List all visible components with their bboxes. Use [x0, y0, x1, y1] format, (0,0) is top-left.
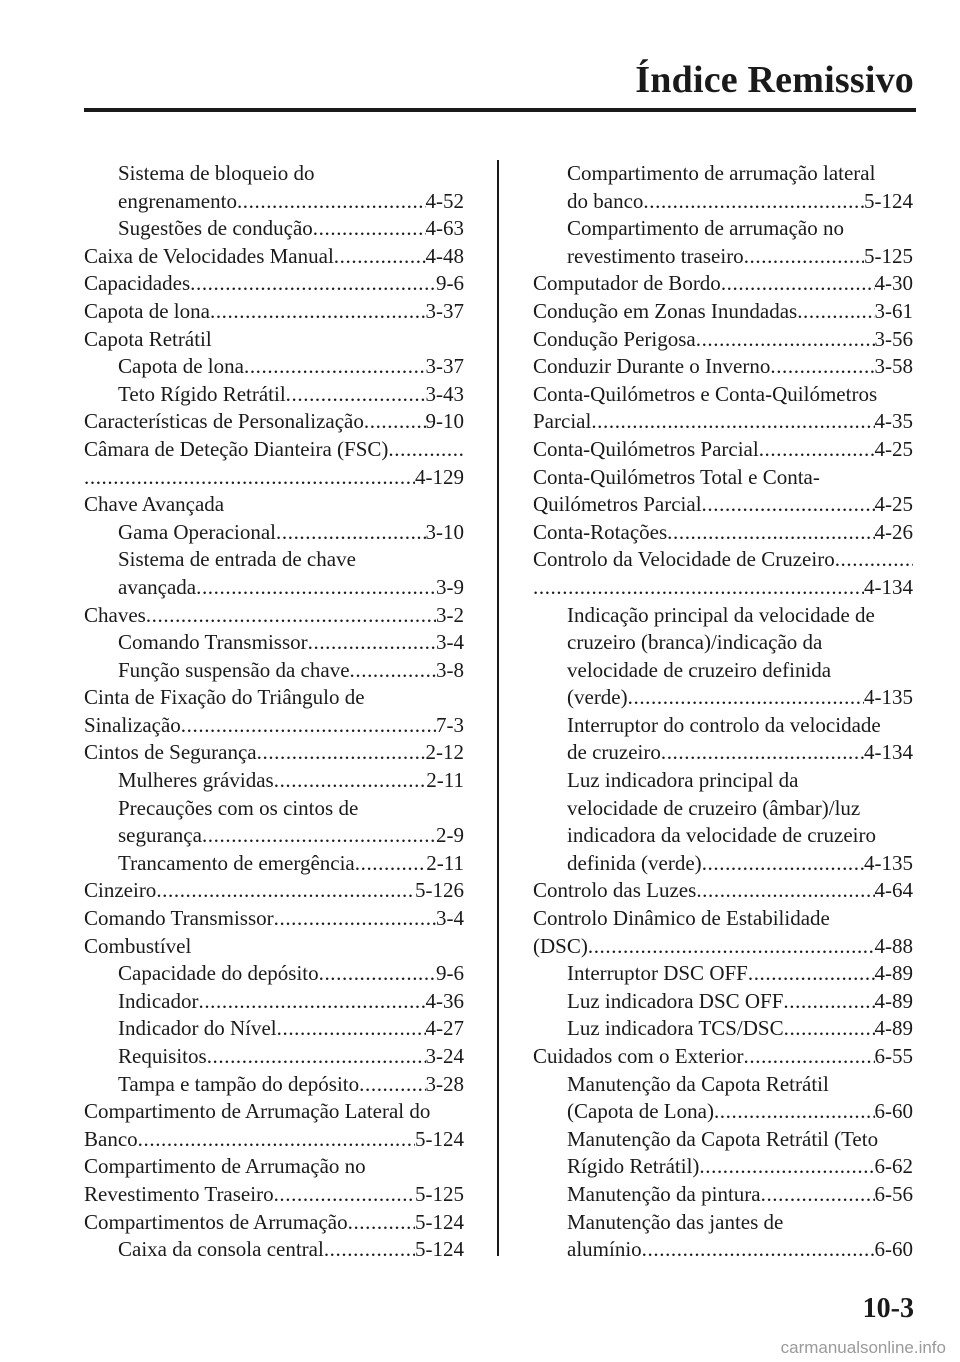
index-subentry — [533, 712, 913, 740]
entry-text: revestimento traseiro — [567, 243, 744, 268]
index-entry — [84, 1209, 464, 1237]
index-entry — [84, 933, 464, 961]
index-subentry — [533, 1015, 913, 1043]
entry-text: Compartimento de Arrumação Lateral do — [84, 1099, 431, 1124]
entry-text: Capacidade do depósito — [118, 961, 319, 986]
page-reference: 3-28 — [425, 1071, 464, 1096]
index-entry — [84, 243, 464, 271]
page-reference: 5-125 — [864, 243, 913, 268]
page-reference: 2-12 — [425, 740, 464, 765]
index-entry — [533, 519, 913, 547]
page-reference: 4-89 — [874, 988, 913, 1013]
page-reference: 4-63 — [425, 216, 464, 241]
page-reference: 5-126 — [415, 878, 464, 903]
entry-text: Compartimento de arrumação no — [567, 216, 844, 241]
dot-leader — [388, 436, 464, 464]
index-entry — [533, 574, 913, 602]
page-reference: 3-24 — [425, 1044, 464, 1068]
entry-text: Luz indicadora principal da — [567, 768, 799, 793]
dot-leader — [190, 270, 436, 298]
page-reference: 2-9 — [436, 823, 464, 848]
entry-text: Conta-Quilómetros Parcial — [533, 436, 759, 461]
dot-leader — [643, 188, 864, 216]
index-entry — [84, 408, 464, 436]
index-entry — [533, 933, 913, 961]
entry-text: Função suspensão da chave — [118, 657, 350, 682]
page-title: Índice Remissivo — [635, 59, 914, 101]
page-reference: 4-25 — [874, 492, 913, 517]
entry-text: do banco — [567, 188, 644, 213]
dot-leader — [181, 712, 436, 740]
entry-text: Computador de Bordo — [533, 271, 721, 296]
dot-leader — [313, 215, 426, 243]
dot-leader — [714, 1098, 875, 1126]
entry-text: Luz indicadora DSC OFF — [567, 988, 784, 1013]
index-subentry — [84, 822, 464, 850]
index-entry — [84, 326, 464, 354]
entry-text: Revestimento Traseiro — [84, 1181, 274, 1206]
page-reference: 3-2 — [436, 602, 464, 627]
index-entry — [84, 1153, 464, 1181]
dot-leader — [355, 850, 427, 878]
entry-text: Câmara de Deteção Dianteira (FSC) — [84, 436, 389, 461]
entry-text: Chave Avançada — [84, 492, 225, 517]
page-reference: 3-37 — [425, 298, 464, 323]
index-entry — [84, 602, 464, 630]
entry-text: velocidade de cruzeiro definida — [567, 657, 832, 682]
index-subentry — [84, 795, 464, 823]
page-reference: 5-125 — [415, 1181, 464, 1206]
dot-leader — [257, 739, 426, 767]
page-reference: 9-6 — [436, 961, 464, 986]
entry-text: Interruptor DSC OFF — [567, 961, 748, 986]
index-entry — [84, 1181, 464, 1209]
index-subentry — [84, 988, 464, 1016]
index-entry — [533, 270, 913, 298]
dot-leader — [138, 1126, 415, 1154]
entry-text: Capota de lona — [118, 354, 244, 379]
entry-text: Indicador do Nível — [118, 1016, 277, 1041]
dot-leader — [244, 353, 426, 381]
page-number: 10-3 — [862, 1293, 914, 1324]
dot-leader — [759, 436, 875, 464]
dot-leader — [207, 1043, 426, 1071]
page-reference: 5-124 — [415, 1126, 464, 1151]
index-subentry — [84, 188, 464, 216]
dot-leader — [770, 353, 874, 381]
dot-leader — [277, 1015, 426, 1043]
entry-text: Conta-Quilómetros Total e Conta- — [533, 464, 820, 489]
index-subentry — [84, 767, 464, 795]
entry-text: segurança — [118, 823, 202, 848]
dot-leader — [334, 243, 426, 271]
index-entry — [533, 298, 913, 326]
page-reference: 2-11 — [426, 768, 464, 793]
entry-text: Características de Personalização — [84, 409, 364, 434]
page-reference: 6-60 — [874, 1237, 913, 1262]
dot-leader — [702, 850, 864, 878]
entry-text: Sugestões de condução — [118, 216, 313, 241]
index-entry — [533, 381, 913, 409]
index-subentry — [84, 574, 464, 602]
dot-leader — [696, 326, 875, 354]
index-subentry — [533, 1071, 913, 1099]
dot-leader — [702, 491, 875, 519]
dot-leader — [667, 519, 874, 547]
entry-text: Conta-Quilómetros e Conta-Quilómetros — [533, 381, 878, 406]
index-entry — [84, 464, 464, 492]
entry-text: Precauções com os cintos de — [118, 795, 359, 820]
entry-text: Indicação principal da velocidade de — [567, 602, 875, 627]
page-reference: 5-124 — [415, 1237, 464, 1262]
entry-text: velocidade de cruzeiro (âmbar)/luz — [567, 795, 861, 820]
index-subentry — [533, 1236, 913, 1264]
entry-text: Condução Perigosa — [533, 326, 696, 351]
entry-text: Parcial — [533, 409, 592, 434]
page-reference: 9-6 — [436, 271, 464, 296]
page-reference: 4-30 — [874, 271, 913, 296]
index-subentry — [84, 1071, 464, 1099]
index-subentry — [533, 215, 913, 243]
dot-leader — [196, 574, 436, 602]
index-subentry — [533, 822, 913, 850]
page-reference: 6-56 — [874, 1181, 913, 1206]
entry-text: Banco — [84, 1126, 138, 1151]
index-entry — [533, 436, 913, 464]
entry-text: Comando Transmissor — [84, 906, 274, 931]
page-reference: 4-88 — [874, 933, 913, 958]
page-reference: 4-89 — [874, 961, 913, 986]
dot-leader — [364, 408, 426, 436]
index-subentry — [533, 602, 913, 630]
dot-leader — [324, 1236, 415, 1264]
index-entry — [533, 464, 913, 492]
index-subentry — [533, 767, 913, 795]
entry-text: Capota de lona — [84, 298, 210, 323]
index-entry — [84, 298, 464, 326]
entry-text: definida (verde) — [567, 850, 702, 875]
index-entry — [84, 712, 464, 740]
index-entry — [533, 905, 913, 933]
entry-text: alumínio — [567, 1237, 642, 1262]
page-reference: 3-4 — [436, 906, 464, 931]
dot-leader — [198, 988, 425, 1016]
entry-text: Compartimento de arrumação lateral — [567, 161, 876, 185]
index-subentry — [84, 1043, 464, 1071]
page-reference: 4-89 — [874, 1016, 913, 1041]
entry-text: Caixa da consola central — [118, 1237, 324, 1262]
dot-leader — [274, 767, 427, 795]
dot-leader — [319, 960, 436, 988]
page-reference: 2-11 — [426, 850, 464, 875]
index-entry — [84, 1098, 464, 1126]
index-subentry — [84, 546, 464, 574]
watermark: carmanualsonline.info — [780, 1338, 946, 1357]
dot-leader — [533, 574, 864, 602]
entry-text: Cinzeiro — [84, 878, 157, 903]
page-reference: 3-8 — [436, 657, 464, 682]
entry-text: Sistema de entrada de chave — [118, 547, 356, 572]
entry-text: indicadora da velocidade de cruzeiro — [567, 823, 877, 848]
page-reference: 4-27 — [425, 1016, 464, 1041]
index-entry — [84, 491, 464, 519]
page-reference: 5-124 — [864, 188, 913, 213]
index-subentry — [84, 519, 464, 547]
index-subentry — [533, 795, 913, 823]
index-subentry — [533, 1098, 913, 1126]
entry-text: Indicador — [118, 988, 199, 1013]
dot-leader — [237, 188, 426, 216]
index-entry — [84, 905, 464, 933]
index-subentry — [533, 1153, 913, 1181]
index-entry — [533, 353, 913, 381]
dot-leader — [84, 464, 415, 492]
page-reference: 3-4 — [436, 630, 464, 655]
index-entry — [533, 491, 913, 519]
index-subentry — [533, 988, 913, 1016]
entry-text: Condução em Zonas Inundadas — [533, 298, 798, 323]
index-entry — [533, 877, 913, 905]
index-entry — [533, 326, 913, 354]
page-reference: 4-48 — [425, 243, 464, 268]
entry-text: Capota Retrátil — [84, 326, 212, 351]
entry-text: avançada — [118, 574, 197, 599]
page-reference: 4-25 — [874, 436, 913, 461]
entry-text: (verde) — [567, 685, 628, 710]
page-reference: 4-135 — [864, 850, 913, 875]
index-entry — [533, 546, 913, 574]
entry-text: Caixa de Velocidades Manual — [84, 243, 334, 268]
index-entry — [84, 436, 464, 464]
page-reference: 3-43 — [425, 381, 464, 406]
page-reference: 4-134 — [864, 574, 913, 599]
dot-leader — [744, 243, 864, 271]
page-reference: 6-55 — [874, 1044, 913, 1068]
entry-text: Sinalização — [84, 712, 181, 737]
entry-text: (Capota de Lona) — [567, 1099, 714, 1124]
entry-text: Gama Operacional — [118, 519, 277, 544]
entry-text: de cruzeiro — [567, 740, 661, 765]
page-reference: 7-3 — [436, 712, 464, 737]
entry-text: Cuidados com o Exterior — [533, 1044, 744, 1068]
index-entry — [84, 270, 464, 298]
page-reference: 9-10 — [425, 409, 464, 434]
dot-leader — [348, 1209, 415, 1237]
page-reference: 6-62 — [874, 1154, 913, 1179]
index-entry — [84, 684, 464, 712]
page-reference: 4-129 — [415, 464, 464, 489]
entry-text: cruzeiro (branca)/indicação da — [567, 630, 823, 655]
entry-text: Compartimentos de Arrumação — [84, 1209, 348, 1234]
page-reference: 4-64 — [874, 878, 913, 903]
page-reference: 4-134 — [864, 740, 913, 765]
dot-leader — [210, 298, 426, 326]
dot-leader — [276, 519, 425, 547]
page-reference: 3-37 — [425, 354, 464, 379]
entry-text: Manutenção da Capota Retrátil — [567, 1071, 829, 1096]
entry-text: engrenamento — [118, 188, 237, 213]
entry-text: (DSC) — [533, 933, 588, 958]
index-subentry — [533, 657, 913, 685]
entry-text: Tampa e tampão do depósito — [118, 1071, 360, 1096]
entry-text: Controlo da Velocidade de Cruzeiro — [533, 547, 835, 572]
dot-leader — [146, 602, 436, 630]
index-subentry — [533, 739, 913, 767]
index-subentry — [533, 850, 913, 878]
entry-text: Teto Rígido Retrátil — [118, 381, 286, 406]
dot-leader — [359, 1071, 425, 1099]
entry-text: Rígido Retrátil) — [567, 1154, 700, 1179]
entry-text: Quilómetros Parcial — [533, 492, 702, 517]
entry-text: Comando Transmissor — [118, 630, 308, 655]
entry-text: Compartimento de Arrumação no — [84, 1154, 366, 1179]
index-subentry — [533, 188, 913, 216]
page-reference: 3-10 — [425, 519, 464, 544]
index-subentry — [533, 160, 913, 188]
entry-text: Combustível — [84, 933, 192, 958]
entry-text: Manutenção da pintura — [567, 1181, 761, 1206]
page-reference: 3-56 — [874, 326, 913, 351]
dot-leader — [721, 270, 875, 298]
dot-leader — [835, 546, 913, 574]
index-entry — [84, 739, 464, 767]
index-subentry — [533, 243, 913, 271]
dot-leader — [784, 1015, 875, 1043]
dot-leader — [699, 1153, 874, 1181]
entry-text: Cintos de Segurança — [84, 740, 257, 765]
index-subentry — [533, 629, 913, 657]
entry-text: Interruptor do controlo da velocidade — [567, 712, 881, 737]
index-subentry — [533, 1126, 913, 1154]
dot-leader — [308, 629, 436, 657]
entry-text: Chaves — [84, 602, 146, 627]
index-entry — [84, 1126, 464, 1154]
page-reference: 3-9 — [436, 574, 464, 599]
index-entry — [533, 1043, 913, 1071]
index-subentry — [84, 960, 464, 988]
index-subentry — [84, 629, 464, 657]
page-reference: 4-26 — [874, 519, 913, 544]
dot-leader — [744, 1043, 875, 1071]
dot-leader — [696, 877, 874, 905]
page-reference: 3-58 — [874, 354, 913, 379]
dot-leader — [274, 1181, 415, 1209]
index-subentry — [84, 657, 464, 685]
dot-leader — [761, 1181, 875, 1209]
page-reference: 4-135 — [864, 685, 913, 710]
page-reference: 6-60 — [874, 1099, 913, 1124]
index-entry — [533, 408, 913, 436]
index-subentry — [84, 215, 464, 243]
dot-leader — [661, 739, 864, 767]
index-subentry — [84, 353, 464, 381]
dot-leader — [783, 988, 874, 1016]
dot-leader — [591, 408, 874, 436]
index-column-right — [533, 160, 913, 1264]
header-rule — [84, 108, 916, 112]
page-reference: 4-36 — [425, 988, 464, 1013]
entry-text: Manutenção das jantes de — [567, 1209, 784, 1234]
index-subentry — [533, 960, 913, 988]
dot-leader — [202, 822, 436, 850]
index-entry — [84, 877, 464, 905]
entry-text: Controlo das Luzes — [533, 878, 697, 903]
entry-text: Cinta de Fixação do Triângulo de — [84, 685, 365, 710]
dot-leader — [628, 684, 864, 712]
index-subentry — [84, 1015, 464, 1043]
entry-text: Luz indicadora TCS/DSC — [567, 1016, 784, 1041]
dot-leader — [642, 1236, 875, 1264]
entry-text: Manutenção da Capota Retrátil (Teto — [567, 1126, 879, 1151]
entry-text: Capacidades — [84, 271, 191, 296]
entry-text: Conduzir Durante o Inverno — [533, 354, 771, 379]
page-reference: 5-124 — [415, 1209, 464, 1234]
index-subentry — [533, 1181, 913, 1209]
column-divider — [497, 160, 499, 1256]
entry-text: Mulheres grávidas — [118, 768, 274, 793]
index-subentry — [533, 684, 913, 712]
page-reference: 3-61 — [874, 298, 913, 323]
dot-leader — [797, 298, 874, 326]
index-subentry — [84, 160, 464, 188]
index-column-left — [84, 160, 464, 1264]
index-subentry — [84, 1236, 464, 1264]
entry-text: Requisitos — [118, 1044, 207, 1068]
dot-leader — [748, 960, 875, 988]
page-reference: 4-35 — [874, 409, 913, 434]
index-subentry — [533, 1209, 913, 1237]
page-reference: 4-52 — [425, 188, 464, 213]
entry-text: Conta-Rotações — [533, 519, 668, 544]
entry-text: Sistema de bloqueio do — [118, 161, 315, 185]
dot-leader — [588, 933, 875, 961]
index-subentry — [84, 850, 464, 878]
entry-text: Trancamento de emergência — [118, 850, 355, 875]
dot-leader — [274, 905, 436, 933]
index-subentry — [84, 381, 464, 409]
dot-leader — [156, 877, 415, 905]
dot-leader — [286, 381, 426, 409]
entry-text: Controlo Dinâmico de Estabilidade — [533, 906, 830, 931]
dot-leader — [350, 657, 436, 685]
